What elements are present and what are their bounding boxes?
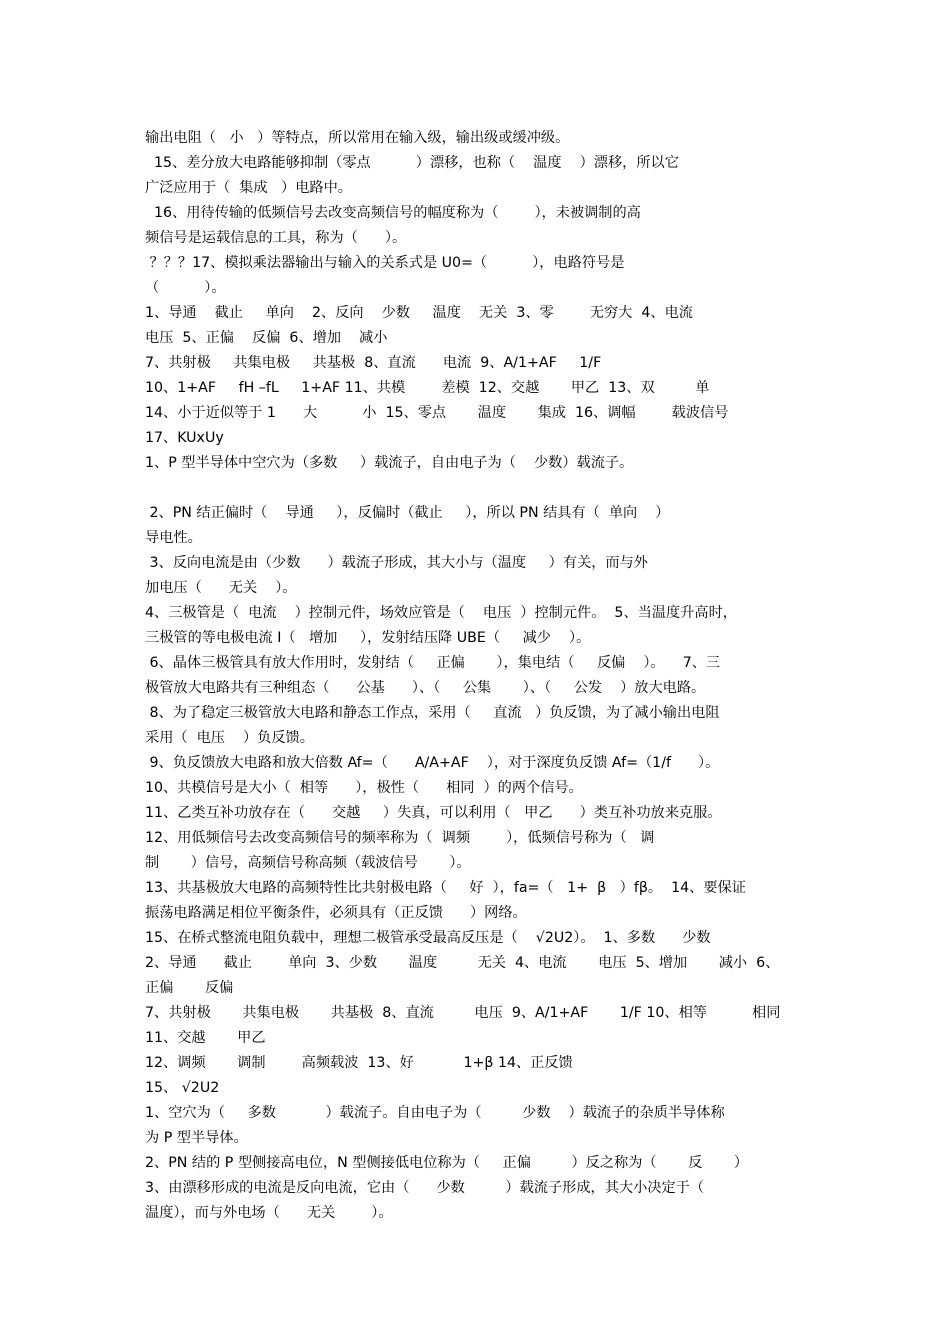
- text-line: 7、共射极 共集电极 共基极 8、直流 电流 9、A/1+AF 1/F: [145, 355, 602, 371]
- text-line: 3、由漂移形成的电流是反向电流，它由（ 少数 ）载流子形成，其大小决定于（: [145, 1180, 705, 1196]
- text-line: 4、三极管是（ 电流 ）控制元件，场效应管是（ 电压 ）控制元件。 5、当温度升高时，: [145, 605, 737, 621]
- text-line: 1、导通 截止 单向 2、反向 少数 温度 无关 3、零 无穷大 4、电流: [145, 305, 693, 321]
- text-line: 15、 √2U2: [145, 1080, 220, 1096]
- text-line: 14、小于近似等于 1 大 小 15、零点 温度 集成 16、调幅 载波信号: [145, 405, 729, 421]
- text-line: 15、差分放大电路能够抑制（零点 ）漂移，也称（ 温度 ）漂移，所以它: [145, 155, 679, 171]
- text-line: 广泛应用于（ 集成 ）电路中。: [145, 180, 352, 196]
- text-line: 10、共模信号是大小（ 相等 ），极性（ 相同 ）的两个信号。: [145, 780, 583, 796]
- text-line: 12、用低频信号去改变高频信号的频率称为（ 调频 ），低频信号称为（ 调: [145, 830, 655, 846]
- text-line: 2、PN 结正偏时（ 导通 ），反偏时（截止 ），所以 PN 结具有（ 单向 ）: [145, 505, 670, 521]
- text-line: [145, 476, 810, 501]
- text-line: 为 P 型半导体。: [145, 1130, 248, 1146]
- text-line: 振荡电路满足相位平衡条件，必须具有（正反馈 ）网络。: [145, 905, 527, 921]
- text-line: 17、KUxUy: [145, 430, 224, 446]
- text-line: 6、晶体三极管具有放大作用时，发射结（ 正偏 ），集电结（ 反偏 ）。 7、三: [145, 655, 721, 671]
- text-line: 采用（ 电压 ）负反馈。: [145, 730, 314, 746]
- text-line: 15、在桥式整流电阻负载中，理想二极管承受最高反压是（ √2U2）。 1、多数 少数: [145, 930, 711, 946]
- text-line: 2、导通 截止 单向 3、少数 温度 无关 4、电流 电压 5、增加 减小 6、: [145, 955, 780, 971]
- text-line: 温度），而与外电场（ 无关 ）。: [145, 1205, 393, 1221]
- text-line: 10、1+AF fH –fL 1+AF 11、共模 差模 12、交越 甲乙 13、双 单: [145, 380, 710, 396]
- text-line: 11、交越 甲乙: [145, 1030, 266, 1046]
- text-line: 三极管的等电极电流 I（ 增加 ），发射结压降 UBE（ 减少 ）。: [145, 630, 591, 646]
- text-line: 加电压（ 无关 ）。: [145, 580, 297, 596]
- text-line: （ ）。: [145, 280, 226, 296]
- text-line: 13、共基极放大电路的高频特性比共射极电路（ 好 ），fa=（ 1+ β ）fβ。 14、要保证: [145, 880, 746, 896]
- text-line: 9、负反馈放大电路和放大倍数 Af=（ A/A+AF ），对于深度负反馈 Af=（1/f ）。: [145, 755, 720, 771]
- text-line: 7、共射极 共集电极 共基极 8、直流 电压 9、A/1+AF 1/F 10、相等 相同: [145, 1005, 781, 1021]
- document-body: [145, 126, 810, 1226]
- text-line: 1、空穴为（ 多数 ）载流子。自由电子为（ 少数 ）载流子的杂质半导体称: [145, 1105, 725, 1121]
- text-line: 制 ）信号，高频信号称高频（载波信号 ）。: [145, 855, 471, 871]
- text-line: 正偏 反偏: [145, 980, 234, 996]
- text-line: 电压 5、正偏 反偏 6、增加 减小: [145, 330, 388, 346]
- text-line: 8、为了稳定三极管放大电路和静态工作点，采用（ 直流 ）负反馈，为了减小输出电阻: [145, 705, 720, 721]
- text-line: 3、反向电流是由（少数 ）载流子形成，其大小与（温度 ）有关，而与外: [145, 555, 648, 571]
- text-line: 16、用待传输的低频信号去改变高频信号的幅度称为（ ），未被调制的高: [145, 205, 641, 221]
- text-line: 输出电阻（ 小 ）等特点，所以常用在输入级，输出级或缓冲级。: [145, 130, 570, 146]
- text-line: 2、PN 结的 P 型侧接高电位，N 型侧接低电位称为（ 正偏 ）反之称为（ 反 ）: [145, 1155, 749, 1171]
- text-line: 11、乙类互补功放存在（ 交越 ）失真，可以利用（ 甲乙 ）类互补功放来克服。: [145, 805, 722, 821]
- text-line: 频信号是运载信息的工具，称为（ ）。: [145, 230, 407, 246]
- text-line: 1、P 型半导体中空穴为（多数 ）载流子，自由电子为（ 少数）载流子。: [145, 455, 634, 471]
- text-line: ？？？17、模拟乘法器输出与输入的关系式是 U0=（ ），电路符号是: [145, 255, 625, 271]
- text-line: 12、调频 调制 高频载波 13、好 1+β 14、正反馈: [145, 1055, 573, 1071]
- text-line: 极管放大电路共有三种组态（ 公基 ）、（ 公集 ）、（ 公发 ）放大电路。: [145, 680, 706, 696]
- text-line: 导电性。: [145, 530, 202, 546]
